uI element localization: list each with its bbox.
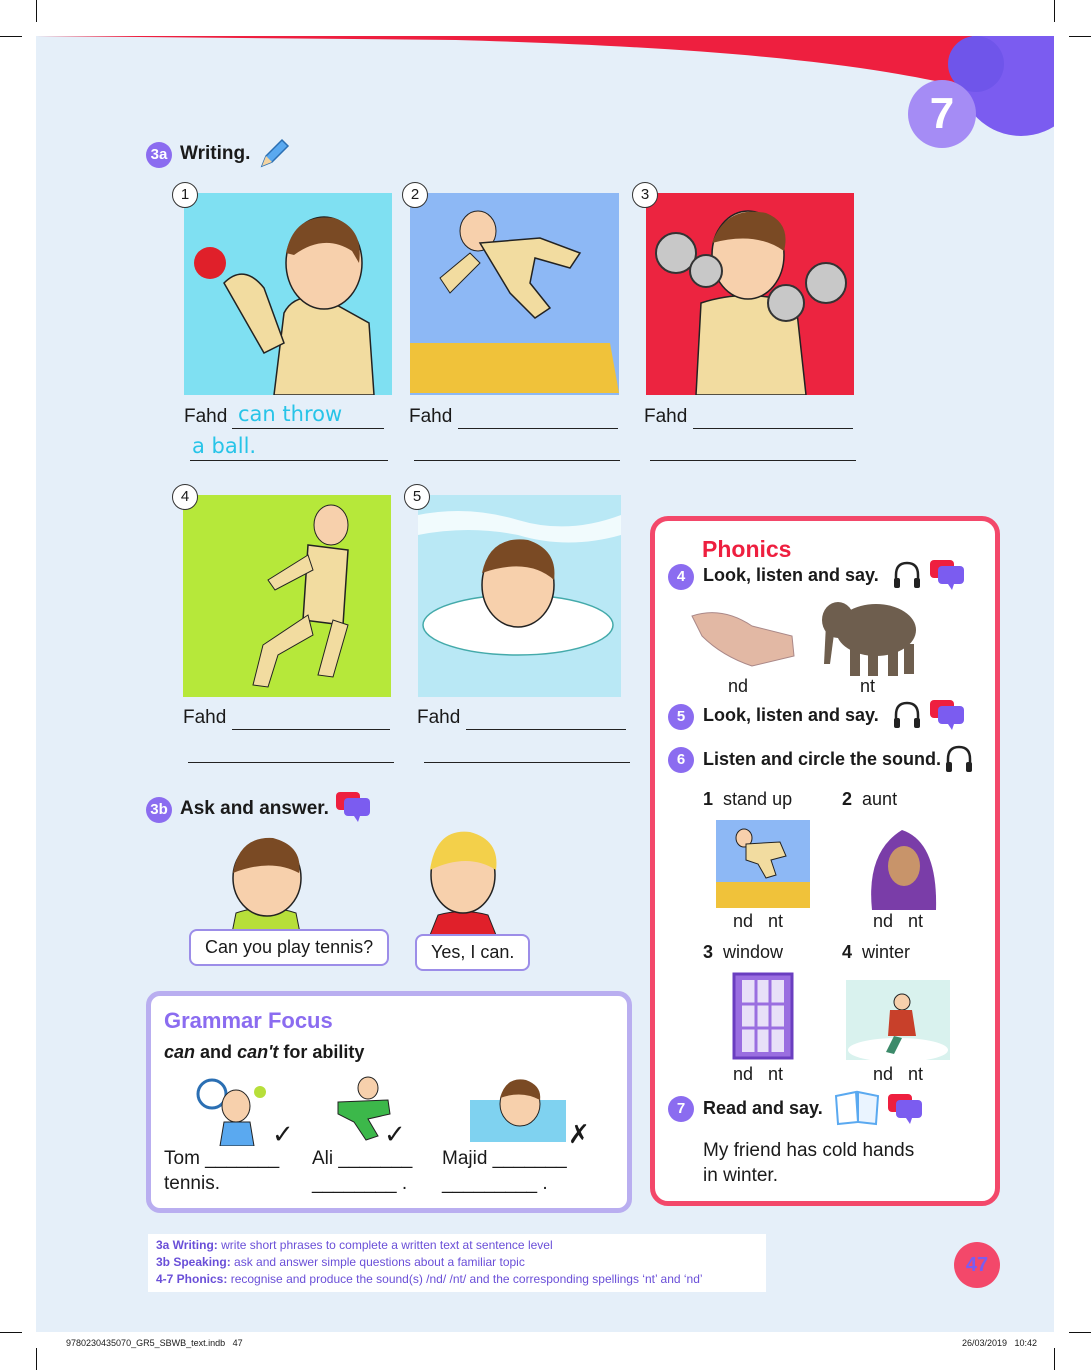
ex7-sentence-line1: My friend has cold hands — [703, 1140, 915, 1161]
hand-label: nd — [728, 676, 749, 696]
header-swoosh — [36, 36, 1054, 156]
tom-tennis-illustration — [194, 1076, 274, 1146]
unit-badge: 7 — [908, 80, 976, 148]
winter-picture — [846, 980, 950, 1060]
majid-sentence-line1: Majid _______ — [442, 1148, 567, 1169]
objective-writing: 3a Writing: write short phrases to complete a written text at sentence level — [156, 1238, 553, 1252]
item-number-2: 2 — [402, 182, 428, 208]
section-3a-title: Writing. — [180, 143, 251, 164]
ex6-item-2-choice[interactable]: nd nt — [873, 911, 924, 931]
item-2-answer-line-2[interactable] — [414, 460, 620, 461]
ex6-item-1-choice[interactable]: nd nt — [733, 911, 784, 931]
item-5-answer-line-1[interactable] — [466, 729, 626, 730]
item-1-answer-line-1[interactable] — [232, 428, 384, 429]
speech-bubbles-icon — [888, 1094, 922, 1124]
headphones-icon — [892, 560, 922, 590]
item-5-answer-line-2[interactable] — [424, 762, 630, 763]
item-5-subject: Fahd — [417, 707, 461, 728]
elephant-label: nt — [860, 676, 876, 696]
ali-sentence-line2: ________ . — [312, 1173, 408, 1194]
ex6-item-2: 2 aunt — [842, 789, 898, 809]
answer-bubble: Yes, I can. — [415, 934, 530, 971]
item-3-answer-line-2[interactable] — [650, 460, 856, 461]
item-1-answer-line-2[interactable] — [190, 460, 388, 461]
grammar-focus-subtitle: can and can't for ability — [164, 1042, 365, 1062]
item-3-answer-line-1[interactable] — [693, 428, 853, 429]
ex6-instruction: Listen and circle the sound. — [703, 749, 942, 769]
tom-sentence-line1: Tom _______ — [164, 1148, 280, 1169]
picture-3-weights — [646, 193, 854, 395]
book-icon — [834, 1090, 882, 1126]
ali-mark: ✓ — [384, 1120, 406, 1150]
elephant-picture — [816, 594, 926, 678]
item-number-5: 5 — [404, 484, 430, 510]
learning-objectives — [148, 1234, 766, 1292]
objective-phonics: 4-7 Phonics: recognise and produce the sound(s) /nd/ /nt/ and the corresponding spellings ‘nt’ and ‘nd’ — [156, 1272, 703, 1286]
ex5-badge: 5 — [668, 704, 694, 730]
item-number-4: 4 — [172, 484, 198, 510]
objective-speaking: 3b Speaking: ask and answer simple questions about a familiar topic — [156, 1255, 525, 1269]
aunt-picture — [862, 822, 944, 910]
question-bubble: Can you play tennis? — [189, 929, 389, 966]
headphones-icon — [892, 700, 922, 730]
item-1-answer-text-2: a ball. — [192, 434, 257, 458]
majid-swim-illustration — [470, 1070, 566, 1142]
item-1-answer-text-1: can throw — [238, 402, 343, 426]
stand-up-picture — [716, 820, 810, 908]
tom-mark: ✓ — [272, 1120, 294, 1150]
item-2-subject: Fahd — [409, 406, 453, 427]
speech-bubbles-icon — [930, 700, 964, 730]
picture-2-jump — [410, 193, 619, 395]
page-number: 47 — [954, 1242, 1000, 1288]
workbook-page — [36, 36, 1054, 1332]
majid-mark: ✗ — [568, 1120, 590, 1150]
picture-1-throw — [184, 193, 392, 395]
section-3b-badge: 3b — [146, 797, 172, 823]
item-2-answer-line-1[interactable] — [458, 428, 618, 429]
item-number-3: 3 — [632, 182, 658, 208]
section-3b-title: Ask and answer. — [180, 798, 329, 819]
ex6-badge: 6 — [668, 747, 694, 773]
picture-5-swim — [418, 495, 621, 697]
phonics-title: Phonics — [702, 536, 792, 562]
ex7-badge: 7 — [668, 1096, 694, 1122]
headphones-icon — [944, 744, 974, 774]
item-4-subject: Fahd — [183, 707, 227, 728]
print-file-info: 9780230435070_GR5_SBWB_text.indb 47 — [66, 1338, 243, 1348]
boy-answering-illustration — [408, 820, 508, 940]
print-date-info: 26/03/2019 10:42 — [962, 1338, 1038, 1348]
picture-4-run — [183, 495, 391, 697]
majid-sentence-line2: _________ . — [442, 1173, 548, 1194]
ex6-item-3: 3 window — [703, 942, 784, 962]
section-3a-badge: 3a — [146, 142, 172, 168]
tom-sentence-line2: tennis. — [164, 1173, 220, 1194]
grammar-focus-title: Grammar Focus — [164, 1008, 333, 1033]
ex6-item-3-choice[interactable]: nd nt — [733, 1064, 784, 1084]
item-number-1: 1 — [172, 182, 198, 208]
item-4-answer-line-1[interactable] — [232, 729, 390, 730]
ali-sentence-line1: Ali _______ — [312, 1148, 413, 1169]
ex7-instruction: Read and say. — [703, 1098, 823, 1118]
ex7-sentence-line2: in winter. — [703, 1165, 778, 1186]
item-4-answer-line-2[interactable] — [188, 762, 394, 763]
ex6-item-4: 4 winter — [842, 942, 911, 962]
ex6-item-4-choice[interactable]: nd nt — [873, 1064, 924, 1084]
hand-picture — [682, 596, 802, 676]
ex4-badge: 4 — [668, 564, 694, 590]
boy-asking-illustration — [211, 828, 321, 938]
window-picture — [732, 972, 794, 1060]
ex6-item-1: 1 stand up — [703, 789, 793, 809]
ex4-instruction: Look, listen and say. — [703, 565, 879, 585]
item-1-subject: Fahd — [184, 406, 228, 427]
speech-bubbles-icon — [930, 560, 964, 590]
speech-bubbles-icon — [336, 792, 370, 822]
ex5-instruction: Look, listen and say. — [703, 705, 879, 725]
item-3-subject: Fahd — [644, 406, 688, 427]
pencil-icon — [258, 138, 290, 170]
